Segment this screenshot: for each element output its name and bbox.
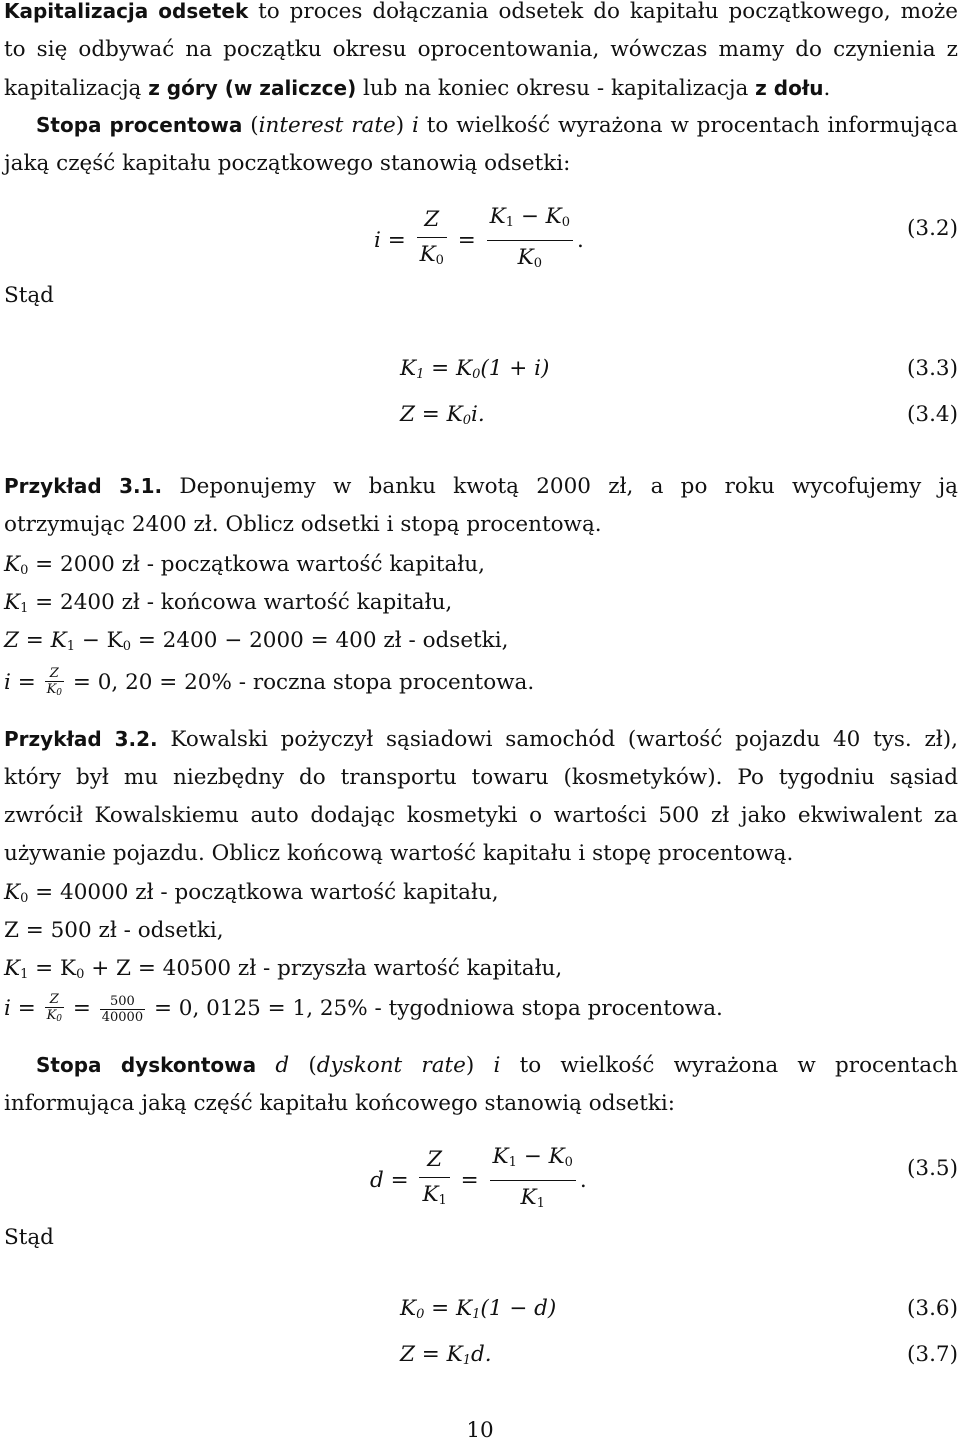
subscript: 0 — [416, 1307, 425, 1322]
equation-body — [374, 200, 584, 281]
equation-body — [400, 1342, 492, 1368]
paragraph-text: to proces dołączania odsetek do kapitału początkowego, może to się odbywać na początku okresu oprocentowania, wówczas mamy do czynienia z kapitalizacją — [4, 0, 958, 101]
equals-sign: = — [72, 996, 91, 1021]
eq-text: = K — [424, 1296, 473, 1321]
paragraph-text: ) — [395, 113, 412, 138]
equation-number: (3.4) — [907, 402, 958, 427]
label-hence: Stąd — [4, 1225, 54, 1250]
denominator-text: K — [419, 242, 436, 267]
numerator-text: Z — [427, 1147, 443, 1172]
fraction-denominator — [490, 1181, 576, 1221]
eq-text: = K — [28, 956, 77, 981]
paragraph-text: . — [823, 76, 831, 101]
equation-lhs: d = — [370, 1168, 409, 1193]
equation-number: (3.2) — [907, 216, 958, 241]
subscript: 0 — [533, 256, 542, 271]
fraction-denominator — [419, 1178, 449, 1218]
numerator-text: K — [492, 1144, 509, 1169]
fraction-numerator — [490, 1140, 576, 1181]
eq-text: i = — [4, 996, 36, 1021]
subscript: 1 — [20, 601, 29, 616]
subscript: 0 — [435, 253, 444, 268]
eq-text: = 0, 0125 = 1, 25% - tygodniowa stopa procentowa. — [153, 996, 723, 1021]
subscript: 1 — [20, 967, 29, 982]
eq-text: = 2400 zł - końcowa wartość kapitału, — [28, 590, 453, 615]
eq-text: K — [4, 880, 21, 905]
inline-fraction — [45, 992, 64, 1027]
term-discount-rate: Stopa dyskontowa — [36, 1053, 257, 1077]
equation-number: (3.7) — [907, 1342, 958, 1367]
numerator-text: Z — [424, 207, 440, 232]
equation-3-6 — [0, 1296, 958, 1336]
subscript: 0 — [56, 687, 63, 698]
equation-body — [370, 1140, 587, 1221]
numerator-text: K — [489, 204, 506, 229]
fraction — [419, 1143, 449, 1218]
minus-sign: − — [523, 1144, 542, 1169]
equals-sign: = — [460, 1168, 479, 1193]
fraction-numerator — [419, 1143, 449, 1178]
denominator-text: K — [46, 681, 57, 697]
eq-text: K — [4, 590, 21, 615]
example-3-1-text — [4, 467, 958, 544]
eq-text: d. — [470, 1342, 492, 1367]
term-capitalization: Kapitalizacja odsetek — [4, 0, 249, 23]
fraction-numerator: Z — [45, 666, 64, 682]
subscript: 0 — [564, 1155, 573, 1170]
eq-text: K — [4, 552, 21, 577]
fraction-denominator — [417, 238, 447, 278]
term-interest-rate: Stopa procentowa — [36, 113, 243, 137]
fraction-denominator — [487, 241, 573, 281]
equation-3-4 — [0, 402, 958, 442]
subscript: 0 — [462, 413, 471, 428]
eq-text: i = — [4, 670, 36, 695]
fraction-denominator — [45, 1008, 64, 1027]
term-arrears: z dołu — [755, 76, 824, 100]
equation-number: (3.5) — [907, 1156, 958, 1181]
equation-3-5 — [0, 1140, 958, 1210]
eq-text: K — [400, 356, 417, 381]
eq-text: − K — [74, 628, 123, 653]
paragraph-discount-rate — [4, 1046, 958, 1123]
english-term: interest rate — [258, 113, 396, 138]
eq-text: (1 − d) — [480, 1296, 557, 1321]
minus-sign: − — [520, 204, 539, 229]
eq-text: = 2000 zł - początkowa wartość kapitału, — [28, 552, 485, 577]
eq-text: i. — [470, 402, 485, 427]
fraction — [417, 203, 447, 278]
fraction-numerator: Z — [45, 992, 64, 1008]
fraction-numerator — [487, 200, 573, 241]
subscript: 1 — [462, 1353, 471, 1368]
subscript: 0 — [20, 563, 29, 578]
subscript: 0 — [76, 967, 85, 982]
example-3-1-line-3 — [4, 622, 958, 666]
equation-body — [400, 402, 485, 428]
equation-body — [400, 1296, 556, 1322]
example-label: Przykład 3.1. — [4, 474, 163, 498]
eq-text: (1 + i) — [480, 356, 550, 381]
subscript: 1 — [505, 215, 514, 230]
inline-fraction — [100, 994, 145, 1025]
eq-text: K — [4, 956, 21, 981]
subscript: 1 — [508, 1155, 517, 1170]
subscript: 1 — [416, 367, 425, 382]
subscript: 1 — [66, 639, 75, 654]
equation-lhs: i = — [374, 228, 406, 253]
subscript: 1 — [536, 1196, 545, 1211]
english-term: dyskont rate — [316, 1053, 466, 1078]
denominator-text: K — [46, 1007, 57, 1023]
example-3-2-text — [4, 720, 958, 873]
subscript: 1 — [438, 1193, 447, 1208]
subscript: 0 — [122, 639, 131, 654]
equation-3-7 — [0, 1342, 958, 1382]
fraction-denominator: 40000 — [101, 1009, 144, 1025]
subscript: 0 — [56, 1013, 63, 1024]
paragraph-text: to wielkość wyrażona w procentach informująca jaką część kapitału początkowego stanowią odsetki: — [4, 113, 958, 176]
paragraph-interest-rate — [4, 106, 958, 183]
variable: d — [275, 1053, 290, 1078]
eq-text: = 40000 zł - początkowa wartość kapitału, — [28, 880, 499, 905]
example-3-2-line-3 — [4, 950, 958, 994]
term-advance: z góry (w zaliczce) — [148, 76, 357, 100]
eq-text: = 2400 − 2000 = 400 zł - odsetki, — [131, 628, 509, 653]
example-3-2-line-2 — [4, 912, 958, 950]
fraction-numerator: 500 — [100, 994, 145, 1010]
fraction — [490, 1140, 576, 1221]
subscript: 0 — [472, 367, 481, 382]
fraction — [487, 200, 573, 281]
eq-text: Z = K — [400, 402, 463, 427]
eq-text: Z = K — [4, 628, 67, 653]
eq-text: Z = K — [400, 1342, 463, 1367]
paragraph-text: ( — [242, 113, 259, 138]
fraction-numerator — [417, 203, 447, 238]
equation-body — [400, 356, 549, 382]
page-number: 10 — [466, 1418, 494, 1443]
label-hence: Stąd — [4, 283, 54, 308]
example-label: Przykład 3.2. — [4, 727, 158, 751]
example-3-1-line-4 — [4, 664, 958, 702]
paragraph-capitalization — [4, 0, 958, 108]
example-text: Kowalski pożyczył sąsiadowi samochód (wartość pojazdu 40 tys. zł), który był mu niezbędny do transportu towaru (kosmetyków). Po tygodniu sąsiad zwrócił Kowalskiemu auto dodając kosmetyki o wartości 500 zł jako ekwiwalent za używanie pojazdu. Oblicz końcową wartość kapitału i stopę procentową. — [4, 727, 958, 866]
eq-text: Z = 500 zł - odsetki, — [4, 918, 224, 943]
denominator-text: K — [422, 1182, 439, 1207]
example-3-2-line-4 — [4, 990, 958, 1028]
numerator-text: K — [545, 204, 562, 229]
denominator-text: K — [517, 245, 534, 270]
paragraph-text: ) — [465, 1053, 494, 1078]
fraction-denominator — [45, 682, 64, 701]
equation-number: (3.3) — [907, 356, 958, 381]
eq-text: = K — [424, 356, 473, 381]
subscript: 1 — [472, 1307, 481, 1322]
period: . — [577, 228, 584, 253]
variable: i — [493, 1053, 501, 1078]
equals-sign: = — [457, 228, 476, 253]
paragraph-text: ( — [289, 1053, 317, 1078]
paragraph-text: lub na koniec okresu - kapitalizacja — [356, 76, 756, 101]
subscript: 0 — [561, 215, 571, 230]
numerator-text: K — [548, 1144, 565, 1169]
eq-text: + Z = 40500 zł - przyszła wartość kapitału, — [84, 956, 563, 981]
equation-number: (3.6) — [907, 1296, 958, 1321]
denominator-text: K — [520, 1185, 537, 1210]
equation-3-3 — [0, 356, 958, 396]
subscript: 0 — [20, 891, 29, 906]
equation-3-2 — [0, 200, 958, 270]
eq-text: = 0, 20 = 20% - roczna stopa procentowa. — [72, 670, 535, 695]
period: . — [579, 1168, 587, 1193]
inline-fraction — [45, 666, 64, 701]
example-text: Deponujemy w banku kwotą 2000 zł, a po roku wycofujemy ją otrzymując 2400 zł. Oblicz odsetki i stopą procentową. — [4, 474, 959, 537]
eq-text: K — [400, 1296, 417, 1321]
paragraph-text: to wielkość wyrażona w procentach informująca jaką część kapitału końcowego stanowią odsetki: — [4, 1053, 958, 1116]
variable: i — [412, 113, 419, 138]
paragraph-text — [256, 1053, 275, 1078]
